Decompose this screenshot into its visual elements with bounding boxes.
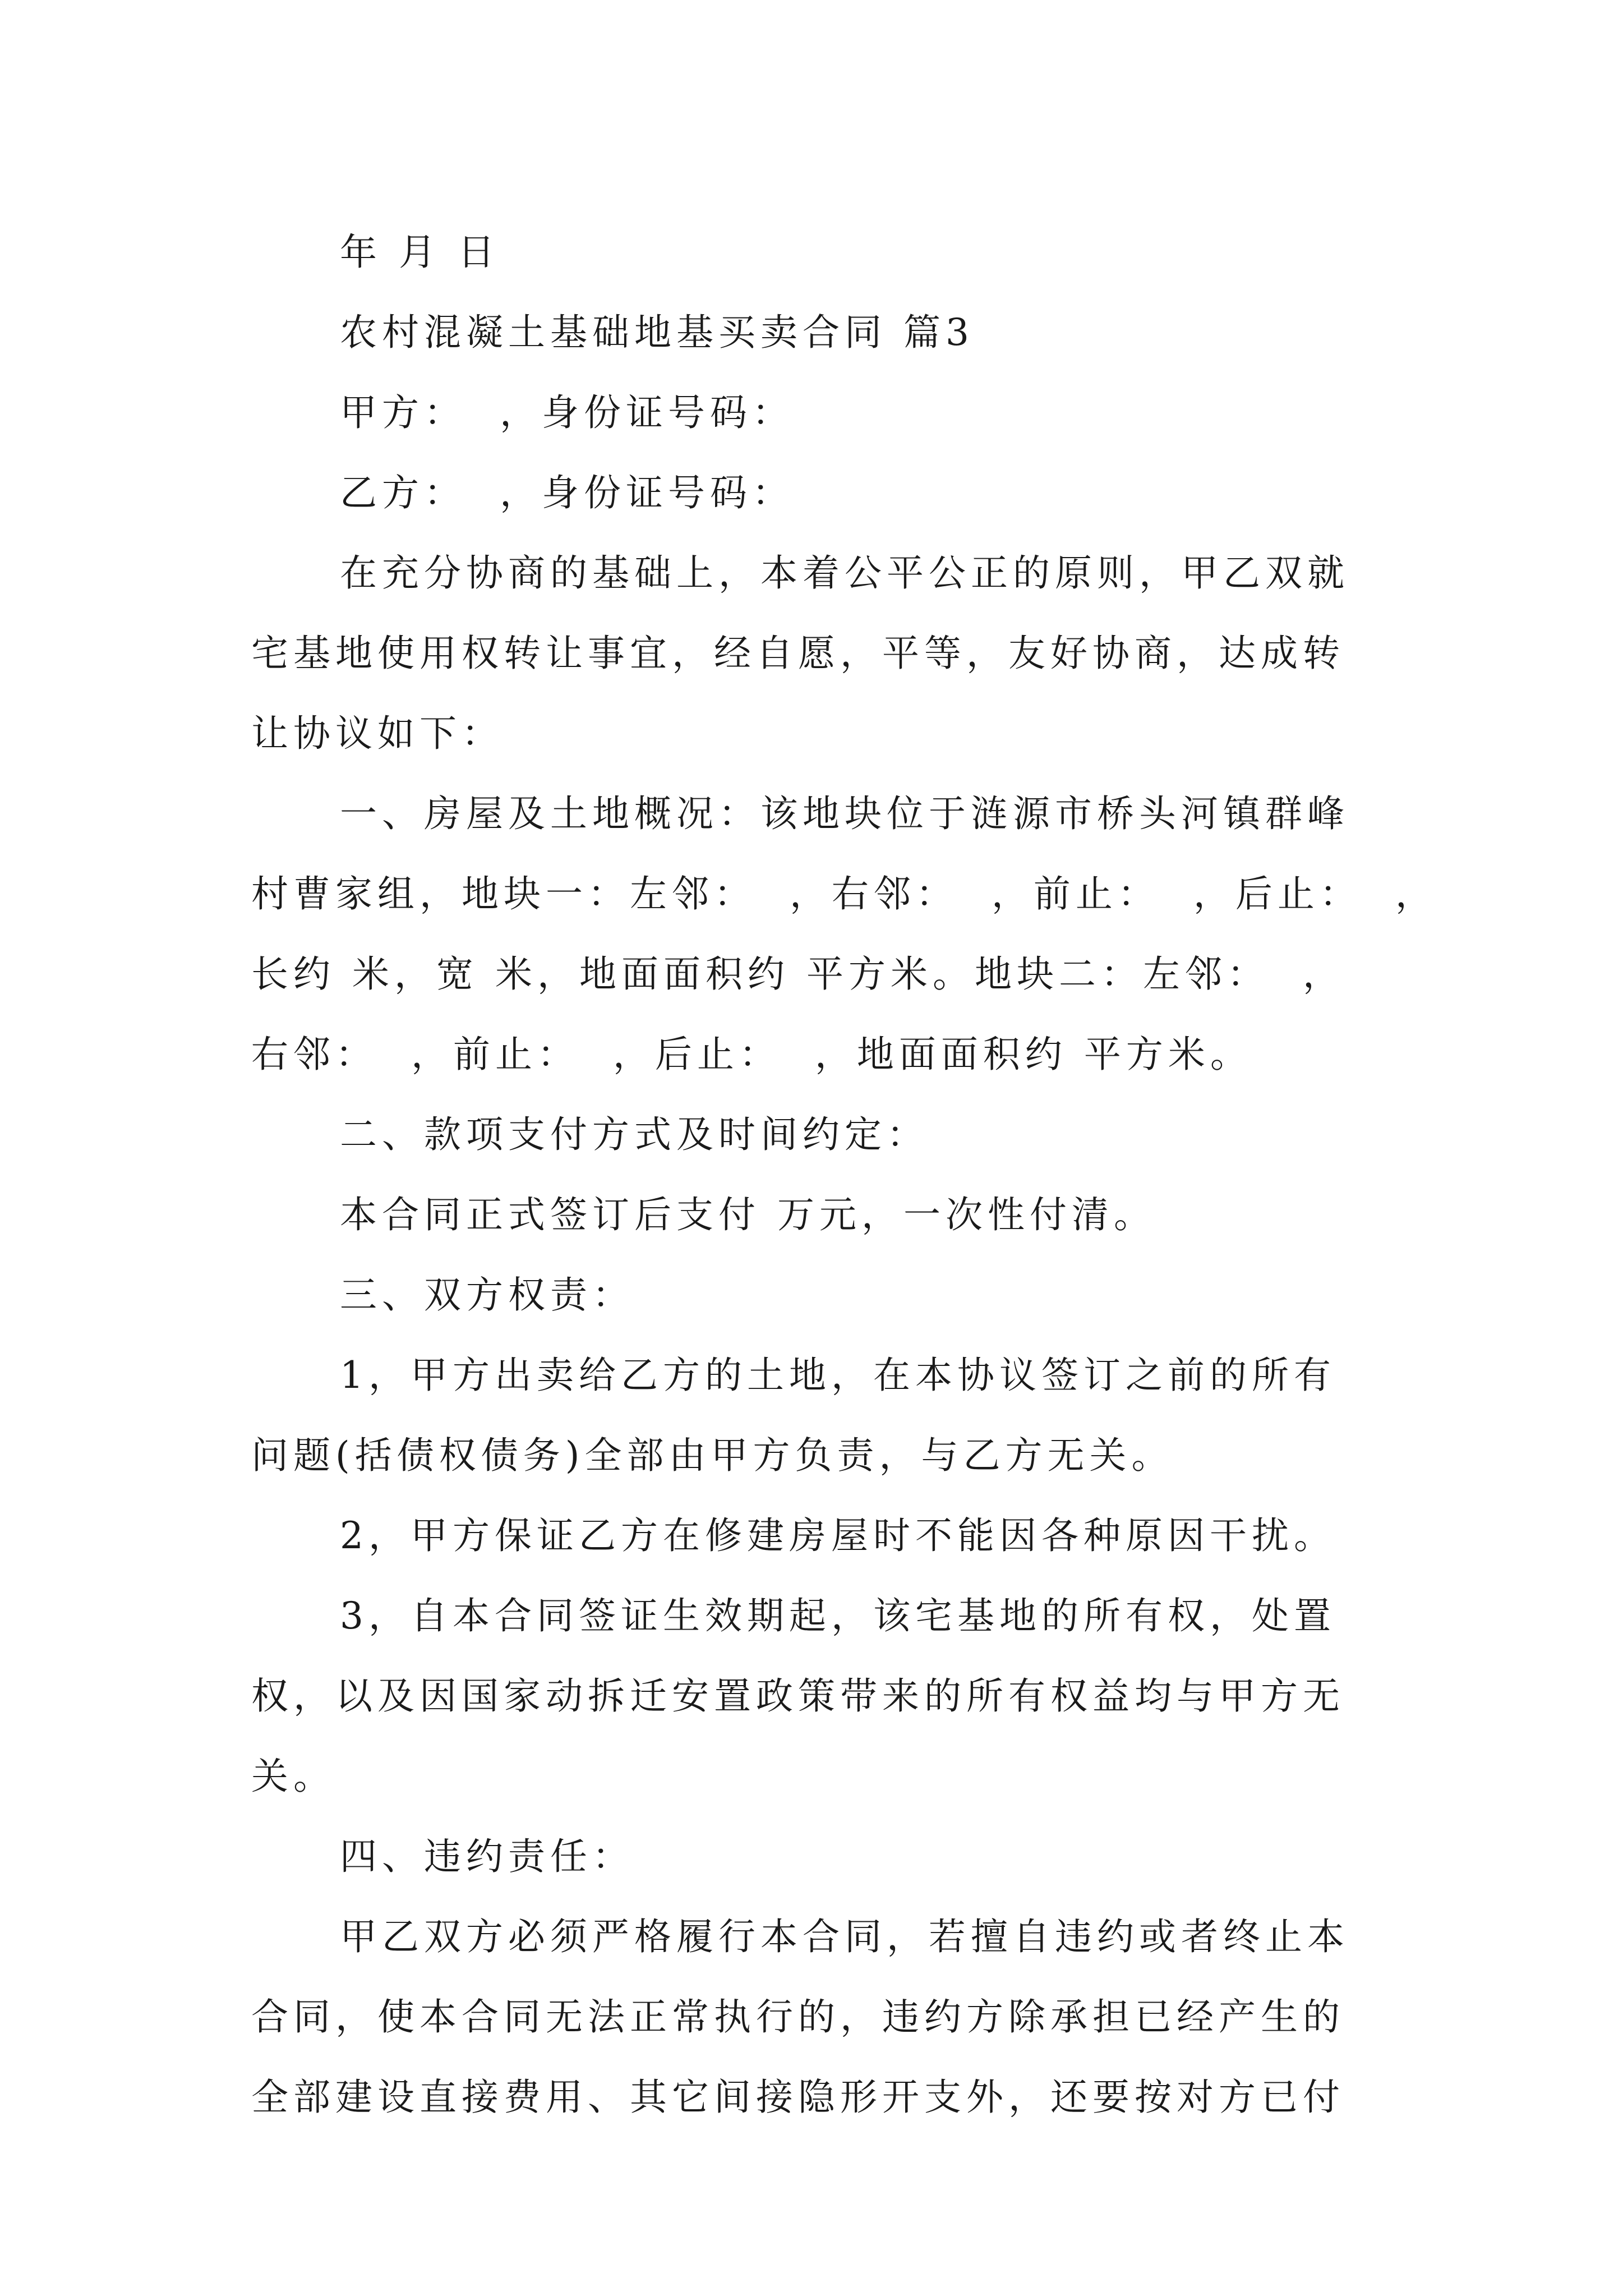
party-b-line: 乙方： ，身份证号码： <box>340 471 794 514</box>
clause-2-line: 2，甲方保证乙方在修建房屋时不能因各种原因干扰。 <box>340 1514 1336 1557</box>
clause-1-line: 1，甲方出卖给乙方的土地，在本协议签订之前的所有 <box>340 1354 1336 1397</box>
contract-title: 农村混凝土基础地基买卖合同 篇3 <box>340 311 974 354</box>
clause-3-line: 关。 <box>251 1755 335 1798</box>
preamble-line: 在充分协商的基础上，本着公平公正的原则，甲乙双就 <box>340 551 1349 595</box>
preamble-line: 让协议如下： <box>251 712 504 755</box>
party-a-line: 甲方： ，身份证号码： <box>340 391 794 434</box>
section-1-line: 一、房屋及土地概况：该地块位于涟源市桥头河镇群峰 <box>340 792 1349 835</box>
section-4-line: 合同，使本合同无法正常执行的，违约方除承担已经产生的 <box>251 1995 1345 2039</box>
section-4-line: 全部建设直接费用、其它间接隐形开支外，还要按对方已付 <box>251 2076 1345 2119</box>
section-4-heading: 四、违约责任： <box>340 1835 634 1878</box>
section-2-line: 本合同正式签订后支付 万元，一次性付清。 <box>340 1193 1156 1236</box>
preamble-line: 宅基地使用权转让事宜，经自愿，平等，友好协商，达成转 <box>251 632 1345 675</box>
clause-3-line: 3，自本合同签证生效期起，该宅基地的所有权，处置 <box>340 1594 1336 1637</box>
clause-3-line: 权，以及因国家动拆迁安置政策带来的所有权益均与甲方无 <box>251 1674 1345 1718</box>
document-body <box>251 212 1437 2137</box>
section-2-heading: 二、款项支付方式及时间约定： <box>340 1113 929 1156</box>
clause-1-line: 问题(括债权债务)全部由甲方负责，与乙方无关。 <box>251 1434 1174 1477</box>
section-3-heading: 三、双方权责： <box>340 1273 634 1317</box>
date-line: 年 月 日 <box>340 231 500 274</box>
section-1-line: 村曹家组，地块一：左邻： ，右邻： ，前止： ，后止： ， <box>251 872 1437 915</box>
section-1-line: 右邻： ，前止： ，后止： ，地面面积约 平方米。 <box>251 1033 1252 1076</box>
section-4-line: 甲乙双方必须严格履行本合同，若擅自违约或者终止本 <box>340 1915 1349 1958</box>
section-1-line: 长约 米，宽 米，地面面积约 平方米。地块二：左邻： ， <box>251 953 1345 996</box>
